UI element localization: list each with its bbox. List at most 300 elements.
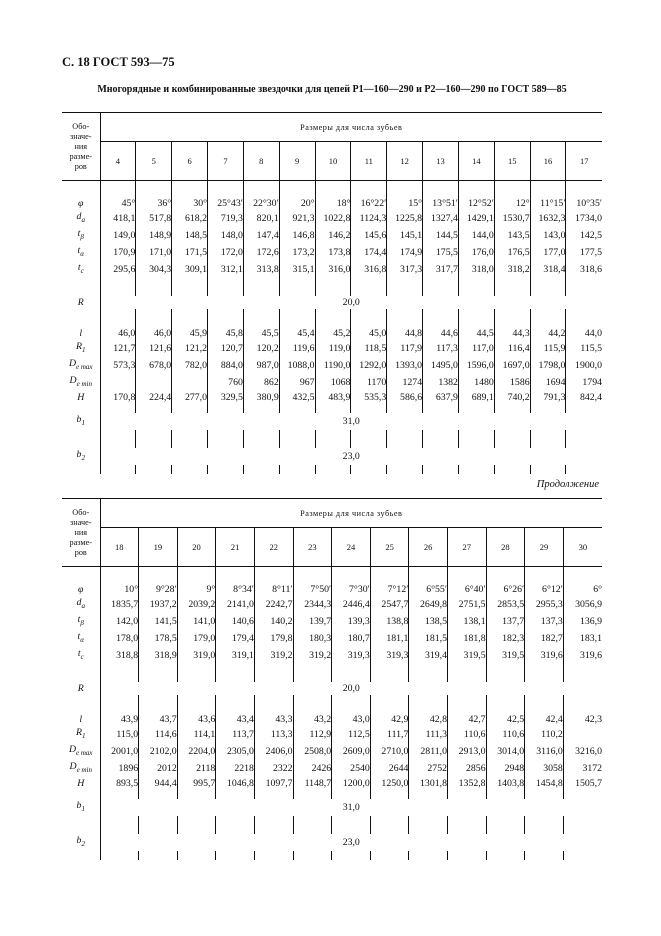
row-R xyxy=(62,682,602,695)
label-sub-tc: c xyxy=(80,652,84,661)
cell-tc: 312,1 xyxy=(208,261,244,278)
cell-ta: 182,7 xyxy=(525,630,564,647)
label-R1: R xyxy=(76,340,82,352)
teeth-count-7: 7 xyxy=(208,142,244,181)
label-sub-b2: 2 xyxy=(81,453,85,462)
cell-phi: 12°52′ xyxy=(458,197,494,210)
cell-da: 1124,3 xyxy=(351,210,387,227)
label-phi: φ xyxy=(78,198,84,209)
row-label-Demin xyxy=(62,760,100,777)
label-ta: t xyxy=(77,630,81,642)
cell-R1: 113,7 xyxy=(216,726,255,743)
label-phi: φ xyxy=(78,584,84,595)
label-sub-tb: β xyxy=(80,618,84,627)
cell-Demin: 760 xyxy=(208,374,244,391)
cell-tb: 138,8 xyxy=(370,613,409,630)
cell-Demin: 3058 xyxy=(525,760,564,777)
cell-H: 1046,8 xyxy=(216,777,255,790)
row-Demax xyxy=(62,357,602,374)
label-sub-tc: c xyxy=(80,266,84,275)
cell-Demin xyxy=(136,374,172,391)
cell-tb: 144,0 xyxy=(458,227,494,244)
row-Demin xyxy=(62,374,602,391)
cell-da: 1225,8 xyxy=(387,210,423,227)
cell-l: 42,4 xyxy=(525,713,564,726)
cell-ta: 177,0 xyxy=(530,244,566,261)
teeth-count-20: 20 xyxy=(177,528,216,567)
row-label-R1 xyxy=(62,340,100,357)
cell-da: 1429,1 xyxy=(458,210,494,227)
label-sub-b2: 2 xyxy=(81,839,85,848)
cell-Demin: 2426 xyxy=(293,760,332,777)
label-b2: b xyxy=(76,448,82,460)
row-label-l xyxy=(62,327,100,340)
cell-R1: 117,9 xyxy=(387,340,423,357)
cell-H: 586,6 xyxy=(387,391,423,404)
cell-Demin: 2540 xyxy=(332,760,371,777)
cell-l: 44,0 xyxy=(584,327,602,339)
cell-l: 42,7 xyxy=(447,713,486,726)
cell-Demin: 1896 xyxy=(100,760,139,777)
teeth-count-15: 15 xyxy=(494,142,530,181)
row-label-l xyxy=(62,713,100,726)
cell-Demax: 2001,0 xyxy=(100,743,139,760)
cell-Demax: 2609,0 xyxy=(332,743,371,760)
cell-ta: 181,8 xyxy=(447,630,486,647)
cell-H: 740,2 xyxy=(494,391,530,404)
cell-phi: 7°50′ xyxy=(293,583,332,596)
cell-da: 2955,3 xyxy=(525,596,564,613)
cell-Demax: 2102,0 xyxy=(139,743,178,760)
cell-ta: 178,5 xyxy=(139,630,178,647)
cell-R1: 115,9 xyxy=(530,340,566,357)
cell-phi: 6°12′ xyxy=(525,583,564,596)
row-tb xyxy=(62,227,602,244)
teeth-count-18: 18 xyxy=(100,528,139,567)
cell-tb: 142,5 xyxy=(579,229,602,241)
cell-R1: 120,7 xyxy=(208,340,244,357)
row-tb xyxy=(62,613,602,630)
cell-H: 1454,8 xyxy=(525,777,564,790)
cell-ta: 179,0 xyxy=(177,630,216,647)
cell-tb: 147,4 xyxy=(243,227,279,244)
cell-phi: 25°43′ xyxy=(208,197,244,210)
cell-da: 2853,5 xyxy=(486,596,525,613)
cell-l: 42,9 xyxy=(370,713,409,726)
cell-R1: 121,6 xyxy=(136,340,172,357)
teeth-count-19: 19 xyxy=(139,528,178,567)
cell-R1: 119,6 xyxy=(279,340,315,357)
cell-ta: 175,5 xyxy=(423,244,459,261)
sprocket-table-2 xyxy=(62,498,602,860)
cell-H: 1505,7 xyxy=(575,777,603,789)
row-H xyxy=(62,777,602,790)
row-R1 xyxy=(62,340,602,357)
cell-phi: 11°15′ xyxy=(530,197,566,210)
label-sub-b1: 1 xyxy=(81,804,85,813)
cell-R1: 117,0 xyxy=(458,340,494,357)
cell-H: 893,5 xyxy=(100,777,139,790)
cell-Demin: 1586 xyxy=(494,374,530,391)
label-sub-Demax: e max xyxy=(76,748,93,757)
cell-ta: 179,4 xyxy=(216,630,255,647)
cell-ta: 173,8 xyxy=(315,244,351,261)
cell-H: 1250,0 xyxy=(370,777,409,790)
designation-header: Обо- значе- ния разме- ров xyxy=(62,113,100,181)
cell-Demax: 1495,0 xyxy=(423,357,459,374)
cell-Demax: 1697,0 xyxy=(494,357,530,374)
cell-l: 43,7 xyxy=(139,713,178,726)
row-R1 xyxy=(62,726,602,743)
cell-Demin: 2948 xyxy=(486,760,525,777)
label-sub-Demin: e min xyxy=(76,765,92,774)
row-label-da xyxy=(62,596,100,613)
cell-Demin: 1694 xyxy=(530,374,566,391)
cell-phi: 9° xyxy=(177,583,216,596)
cell-Demin: 1068 xyxy=(315,374,351,391)
teeth-count-17: 17 xyxy=(566,142,602,181)
cell-R1: 110,6 xyxy=(447,726,486,743)
cell-ta: 176,5 xyxy=(494,244,530,261)
teeth-count-16: 16 xyxy=(530,142,566,181)
cell-da: 2039,2 xyxy=(177,596,216,613)
cell-tc: 319,6 xyxy=(579,649,603,661)
cell-R1: 121,2 xyxy=(172,340,208,357)
label-sub-da: a xyxy=(81,601,85,610)
cell-Demin: 3172 xyxy=(582,762,603,774)
cell-tc: 315,1 xyxy=(279,261,315,278)
cell-da: 1632,3 xyxy=(530,210,566,227)
cell-Demax: 2811,0 xyxy=(409,743,448,760)
cell-b2: 23,0 xyxy=(342,836,360,848)
cell-Demax: 2204,0 xyxy=(177,743,216,760)
row-label-da xyxy=(62,210,100,227)
row-b1 xyxy=(62,799,602,816)
cell-tc: 317,3 xyxy=(387,261,423,278)
cell-R1: 121,7 xyxy=(100,340,136,357)
cell-Demax: 678,0 xyxy=(136,357,172,374)
row-R xyxy=(62,296,602,309)
cell-Demax: 3216,0 xyxy=(575,745,603,757)
cell-phi: 6°26′ xyxy=(486,583,525,596)
cell-da: 1835,7 xyxy=(100,596,139,613)
teeth-count-11: 11 xyxy=(351,142,387,181)
row-Demin xyxy=(62,760,602,777)
label-sub-ta: α xyxy=(80,249,84,258)
cell-l: 43,3 xyxy=(254,713,293,726)
cell-l: 43,2 xyxy=(293,713,332,726)
cell-H: 791,3 xyxy=(530,391,566,404)
cell-phi: 10° xyxy=(100,583,139,596)
row-H xyxy=(62,391,602,404)
cell-l: 42,8 xyxy=(409,713,448,726)
continuation-label: Продолжение xyxy=(536,479,599,490)
row-label-Demin xyxy=(62,374,100,391)
cell-ta: 172,0 xyxy=(208,244,244,261)
teeth-count-23: 23 xyxy=(293,528,332,567)
cell-H: 995,7 xyxy=(177,777,216,790)
label-R: R xyxy=(77,296,84,308)
cell-ta: 177,5 xyxy=(579,246,602,258)
cell-l: 43,6 xyxy=(177,713,216,726)
cell-tc: 318,4 xyxy=(530,261,566,278)
cell-ta: 173,2 xyxy=(279,244,315,261)
cell-Demax: 1900,0 xyxy=(575,359,602,371)
cell-phi: 20° xyxy=(279,197,315,210)
cell-R1: 120,2 xyxy=(243,340,279,357)
cell-R1: 115,5 xyxy=(580,342,602,354)
cell-tb: 143,5 xyxy=(494,227,530,244)
cell-Demax: 1596,0 xyxy=(458,357,494,374)
cell-da: 921,3 xyxy=(279,210,315,227)
cell-R1: 110,6 xyxy=(486,726,525,743)
cell-H: 637,9 xyxy=(423,391,459,404)
label-sub-Demin: e min xyxy=(76,379,92,388)
cell-Demax: 1190,0 xyxy=(315,357,351,374)
cell-R1: 114,6 xyxy=(139,726,178,743)
label-sub-tb: β xyxy=(80,232,84,241)
row-label-tb xyxy=(62,613,100,630)
label-sub-da: a xyxy=(81,215,85,224)
cell-phi: 8°11′ xyxy=(254,583,293,596)
cell-tb: 139,7 xyxy=(293,613,332,630)
cell-phi: 9°28′ xyxy=(139,583,178,596)
cell-Demin: 2322 xyxy=(254,760,293,777)
row-label-ta xyxy=(62,630,100,647)
cell-tc: 319,3 xyxy=(370,647,409,664)
cell-da: 1022,8 xyxy=(315,210,351,227)
cell-H: 277,0 xyxy=(172,391,208,404)
label-tc: t xyxy=(77,647,81,659)
cell-tb: 148,9 xyxy=(136,227,172,244)
cell-tb: 148,0 xyxy=(208,227,244,244)
cell-phi: 6° xyxy=(593,584,603,595)
cell-Demax: 1088,0 xyxy=(279,357,315,374)
cell-b2: 23,0 xyxy=(342,450,360,462)
label-R1: R xyxy=(76,726,82,738)
row-label-Demax xyxy=(62,743,100,760)
row-label-R xyxy=(62,682,100,695)
cell-ta: 174,9 xyxy=(387,244,423,261)
cell-ta: 181,1 xyxy=(370,630,409,647)
cell-tc: 313,8 xyxy=(243,261,279,278)
row-label-H xyxy=(62,777,100,790)
cell-tc: 309,1 xyxy=(172,261,208,278)
row-phi xyxy=(62,583,602,596)
cell-l: 43,4 xyxy=(216,713,255,726)
row-label-b2 xyxy=(62,448,100,465)
cell-da: 1327,4 xyxy=(423,210,459,227)
row-da xyxy=(62,596,602,613)
cell-R1 xyxy=(563,726,602,743)
cell-phi: 13°51′ xyxy=(423,197,459,210)
cell-da: 1937,2 xyxy=(139,596,178,613)
label-l: l xyxy=(79,327,83,339)
cell-Demax: 3014,0 xyxy=(486,743,525,760)
label-Demin: D xyxy=(69,374,77,386)
cell-H: 689,1 xyxy=(458,391,494,404)
row-label-R xyxy=(62,296,100,309)
cell-da: 618,2 xyxy=(172,210,208,227)
cell-b1: 31,0 xyxy=(342,415,360,427)
row-label-R1 xyxy=(62,726,100,743)
cell-tc: 318,0 xyxy=(458,261,494,278)
cell-da: 2344,3 xyxy=(293,596,332,613)
cell-Demin: 2218 xyxy=(216,760,255,777)
cell-l: 43,9 xyxy=(100,713,139,726)
cell-phi: 22°30′ xyxy=(243,197,279,210)
cell-R: 20,0 xyxy=(342,296,360,308)
teeth-count-4: 4 xyxy=(100,142,136,181)
cell-H: 483,9 xyxy=(315,391,351,404)
cell-phi: 45° xyxy=(100,197,136,210)
cell-tc: 319,0 xyxy=(177,647,216,664)
row-label-tb xyxy=(62,227,100,244)
label-R: R xyxy=(77,682,84,694)
cell-H: 1352,8 xyxy=(447,777,486,790)
cell-l: 44,3 xyxy=(494,327,530,340)
cell-Demin: 2644 xyxy=(370,760,409,777)
label-Demax: D xyxy=(68,743,77,755)
cell-l: 44,2 xyxy=(530,327,566,340)
cell-H: 1148,7 xyxy=(293,777,332,790)
teeth-count-14: 14 xyxy=(458,142,494,181)
cell-Demax: 2406,0 xyxy=(254,743,293,760)
label-b2: b xyxy=(76,834,82,846)
cell-tb: 144,5 xyxy=(423,227,459,244)
cell-H: 535,3 xyxy=(351,391,387,404)
sprocket-table-1 xyxy=(62,112,602,474)
cell-tc: 304,3 xyxy=(136,261,172,278)
label-H: H xyxy=(77,391,85,403)
cell-H: 224,4 xyxy=(136,391,172,404)
cell-Demin: 1170 xyxy=(351,374,387,391)
cell-Demin: 2118 xyxy=(177,760,216,777)
row-label-ta xyxy=(62,244,100,261)
cell-H: 1301,8 xyxy=(409,777,448,790)
cell-H: 1403,8 xyxy=(486,777,525,790)
row-l xyxy=(62,327,602,340)
label-Demax: D xyxy=(68,357,77,369)
cell-ta: 170,9 xyxy=(100,244,136,261)
cell-Demax: 884,0 xyxy=(208,357,244,374)
cell-Demin: 2856 xyxy=(447,760,486,777)
teeth-count-22: 22 xyxy=(254,528,293,567)
cell-H: 1200,0 xyxy=(332,777,371,790)
cell-da: 1734,0 xyxy=(575,212,602,224)
row-da xyxy=(62,210,602,227)
cell-l: 45,4 xyxy=(279,327,315,340)
cell-da: 2547,7 xyxy=(370,596,409,613)
cell-l: 43,0 xyxy=(332,713,371,726)
row-label-phi xyxy=(62,197,100,210)
teeth-count-13: 13 xyxy=(423,142,459,181)
cell-tc: 318,9 xyxy=(139,647,178,664)
cell-tb: 138,5 xyxy=(409,613,448,630)
cell-Demin: 967 xyxy=(279,374,315,391)
cell-tb: 140,6 xyxy=(216,613,255,630)
cell-tc: 318,6 xyxy=(579,263,602,275)
cell-Demax: 1393,0 xyxy=(387,357,423,374)
cell-tc: 319,5 xyxy=(447,647,486,664)
cell-ta: 181,5 xyxy=(409,630,448,647)
cell-H: 329,5 xyxy=(208,391,244,404)
cell-phi: 36° xyxy=(136,197,172,210)
cell-H: 432,5 xyxy=(279,391,315,404)
cell-tb: 149,0 xyxy=(100,227,136,244)
cell-H: 170,8 xyxy=(100,391,136,404)
cell-tb: 139,3 xyxy=(332,613,371,630)
teeth-count-28: 28 xyxy=(486,528,525,567)
row-label-H xyxy=(62,391,100,404)
label-b1: b xyxy=(76,799,82,811)
cell-tc: 319,3 xyxy=(332,647,371,664)
row-Demax xyxy=(62,743,602,760)
cell-ta: 183,1 xyxy=(579,632,603,644)
cell-tb: 141,0 xyxy=(177,613,216,630)
cell-phi: 16°22′ xyxy=(351,197,387,210)
cell-ta: 179,8 xyxy=(254,630,293,647)
teeth-count-6: 6 xyxy=(172,142,208,181)
cell-phi: 12° xyxy=(494,197,530,210)
cell-tc: 317,7 xyxy=(423,261,459,278)
cell-tb: 143,0 xyxy=(530,227,566,244)
cell-Demax: 573,3 xyxy=(100,357,136,374)
cell-Demin: 862 xyxy=(243,374,279,391)
row-b2 xyxy=(62,448,602,465)
cell-da: 2751,5 xyxy=(447,596,486,613)
teeth-count-21: 21 xyxy=(216,528,255,567)
cell-ta: 180,7 xyxy=(332,630,371,647)
label-tb: t xyxy=(77,613,81,625)
cell-ta: 182,3 xyxy=(486,630,525,647)
label-H: H xyxy=(77,777,85,789)
cell-H: 944,4 xyxy=(139,777,178,790)
cell-tc: 319,1 xyxy=(216,647,255,664)
cell-R1: 110,2 xyxy=(525,726,564,743)
cell-l: 42,3 xyxy=(584,713,603,725)
cell-l: 44,5 xyxy=(458,327,494,340)
row-tc xyxy=(62,647,602,664)
cell-Demin xyxy=(172,374,208,391)
cell-l: 45,5 xyxy=(243,327,279,340)
cell-Demax: 987,0 xyxy=(243,357,279,374)
cell-tb: 142,0 xyxy=(100,613,139,630)
label-da: d xyxy=(76,211,82,222)
label-Demin: D xyxy=(69,760,77,772)
cell-ta: 176,0 xyxy=(458,244,494,261)
cell-Demax: 2913,0 xyxy=(447,743,486,760)
cell-tb: 141,5 xyxy=(139,613,178,630)
row-ta xyxy=(62,630,602,647)
teeth-count-12: 12 xyxy=(387,142,423,181)
cell-Demin: 1480 xyxy=(458,374,494,391)
teeth-count-header: Размеры для числа зубьев xyxy=(100,499,602,528)
teeth-count-5: 5 xyxy=(136,142,172,181)
cell-tb: 137,3 xyxy=(525,613,564,630)
cell-phi: 18° xyxy=(315,197,351,210)
row-l xyxy=(62,713,602,726)
cell-H: 842,4 xyxy=(579,391,602,403)
teeth-count-9: 9 xyxy=(279,142,315,181)
cell-R1: 116,4 xyxy=(494,340,530,357)
cell-Demax: 2508,0 xyxy=(293,743,332,760)
designation-header: Обо- значе- ния разме- ров xyxy=(62,499,100,567)
cell-Demax: 2710,0 xyxy=(370,743,409,760)
row-label-Demax xyxy=(62,357,100,374)
row-label-tc xyxy=(62,647,100,664)
cell-Demin: 1274 xyxy=(387,374,423,391)
